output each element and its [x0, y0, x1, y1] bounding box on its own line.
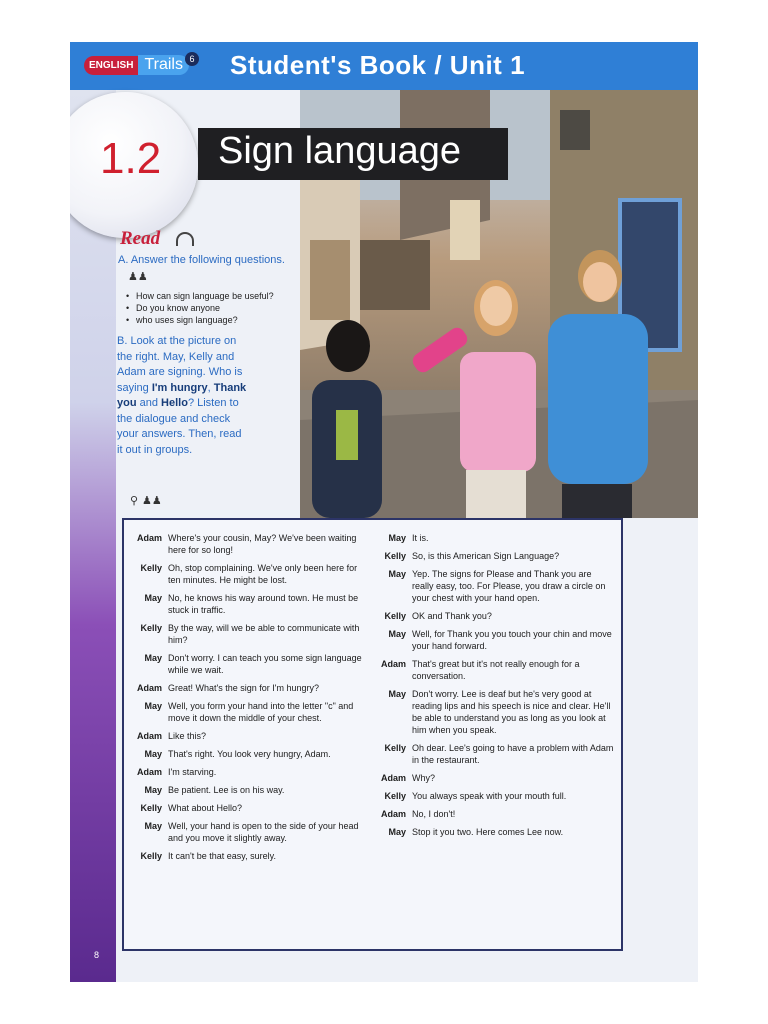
speaker-name: Kelly	[140, 623, 162, 633]
dialogue-column-right	[374, 532, 614, 844]
phrase-thank-you: Thank you	[117, 381, 247, 409]
dialogue-text: Be patient. Lee is on his way.	[168, 785, 285, 795]
phrase-hello: Hello	[161, 397, 188, 409]
dialogue-line	[374, 790, 614, 802]
dialogue-line	[130, 802, 366, 814]
speaker-name: May	[144, 653, 162, 663]
instruction-a: A. Answer the following questions.	[118, 254, 285, 266]
instruction-b-text: and	[136, 397, 162, 409]
speaker-name: May	[388, 569, 406, 579]
dialogue-line	[130, 730, 366, 742]
dialogue-text: Yep. The signs for Please and Thank you are really easy, too. For Please, you draw a circle on your chest with your hand open.	[412, 569, 606, 603]
speaker-name: May	[144, 749, 162, 759]
dialogue-text: Oh dear. Lee's going to have a problem with Adam in the restaurant.	[412, 743, 614, 765]
dialogue-text: That's right. You look very hungry, Adam.	[168, 749, 331, 759]
dialogue-line	[374, 610, 614, 622]
logo-trails: Trails	[138, 55, 189, 75]
speaker-name: Adam	[136, 533, 162, 543]
dialogue-text: Like this?	[168, 731, 207, 741]
dialogue-line	[374, 568, 614, 604]
dialogue-line	[130, 562, 366, 586]
dialogue-column-left	[130, 532, 366, 868]
dialogue-text: Well, for Thank you you touch your chin and move your hand forward.	[412, 629, 612, 651]
speaker-name: Kelly	[384, 743, 406, 753]
speaker-name: Kelly	[140, 803, 162, 813]
dialogue-text: It can't be that easy, surely.	[168, 851, 276, 861]
location-icon: ⚲	[130, 495, 139, 507]
speaker-name: Adam	[380, 773, 406, 783]
speaker-name: Adam	[136, 767, 162, 777]
person-may	[312, 320, 382, 518]
instruction-b-text: B. Look at the picture on the right. May, Kelly and Adam are signing. Who is saying	[117, 335, 243, 394]
speaker-name: May	[144, 701, 162, 711]
speaker-name: Kelly	[384, 551, 406, 561]
header-bar	[70, 42, 698, 90]
speaker-name: Adam	[380, 659, 406, 669]
instruction-b-text: ,	[207, 381, 214, 394]
dialogue-line	[130, 682, 366, 694]
phrase-hungry: I'm hungry	[151, 381, 208, 394]
textbook-page	[70, 42, 698, 982]
dialogue-text: You always speak with your mouth full.	[412, 791, 567, 801]
dialogue-text: Well, your hand is open to the side of your head and you move it slightly away.	[168, 821, 359, 843]
question-item: • How can sign language be useful?	[126, 290, 274, 302]
dialogue-text: Well, you form your hand into the letter "c" and move it down the middle of your chest.	[168, 701, 354, 723]
dialogue-box	[122, 518, 623, 951]
dialogue-line	[374, 808, 614, 820]
speaker-name: May	[388, 689, 406, 699]
dialogue-text: No, he knows his way around town. He must be stuck in traffic.	[168, 593, 359, 615]
dialogue-line	[130, 592, 366, 616]
speaker-name: May	[388, 827, 406, 837]
dialogue-line	[374, 628, 614, 652]
dialogue-line	[374, 826, 614, 838]
question-item: • Do you know anyone	[126, 302, 274, 314]
dialogue-line	[130, 748, 366, 760]
instruction-b-text: ? Listen to the dialogue and check your answers. Then, read it out in groups.	[117, 397, 242, 456]
dialogue-text: Where's your cousin, May? We've been waiting here for so long!	[168, 533, 357, 555]
dialogue-line	[130, 652, 366, 676]
header-title: Student's Book / Unit 1	[230, 50, 526, 80]
questions-list	[126, 290, 274, 326]
dialogue-line	[374, 658, 614, 682]
question-text: who uses sign language?	[136, 315, 238, 325]
brand-logo	[84, 54, 199, 76]
speaker-name: Kelly	[384, 791, 406, 801]
speaker-name: Kelly	[140, 563, 162, 573]
dialogue-line	[130, 532, 366, 556]
dialogue-line	[130, 622, 366, 646]
speaker-name: May	[388, 629, 406, 639]
dialogue-text: By the way, will we be able to communicate with him?	[168, 623, 360, 645]
speaker-name: May	[388, 533, 406, 543]
group-work-icon: ♟♟	[142, 495, 162, 507]
headset-icon	[176, 232, 194, 246]
page-number: 8	[94, 950, 100, 960]
dialogue-line	[374, 550, 614, 562]
dialogue-text: Oh, stop complaining. We've only been here for ten minutes. He might be lost.	[168, 563, 358, 585]
dialogue-text: No, I don't!	[412, 809, 456, 819]
dialogue-text: Don't worry. Lee is deaf but he's very good at reading lips and his speech is nice and clear. He'll be able to understand you as long as you look at him when you speak.	[412, 689, 611, 735]
dialogue-line	[130, 820, 366, 844]
pair-work-icon: ♟♟	[128, 271, 148, 283]
instruction-b	[117, 334, 247, 458]
dialogue-text: That's great but it's not really enough for a conversation.	[412, 659, 580, 681]
read-heading: Read	[120, 228, 161, 249]
dialogue-line	[130, 850, 366, 862]
dialogue-line	[130, 766, 366, 778]
lesson-number: 1.2	[100, 134, 162, 183]
dialogue-text: It is.	[412, 533, 429, 543]
question-item-continued	[126, 314, 274, 326]
dialogue-text: What about Hello?	[168, 803, 243, 813]
speaker-name: May	[144, 821, 162, 831]
dialogue-text: So, is this American Sign Language?	[412, 551, 560, 561]
dialogue-text: Great! What's the sign for I'm hungry?	[168, 683, 320, 693]
dialogue-text: Stop it you two. Here comes Lee now.	[412, 827, 564, 837]
speaker-name: Kelly	[384, 611, 406, 621]
speaker-name: May	[144, 785, 162, 795]
speaker-name: May	[144, 593, 162, 603]
dialogue-line	[130, 784, 366, 796]
dialogue-line	[374, 532, 614, 544]
speaker-name: Adam	[380, 809, 406, 819]
dialogue-text: Don't worry. I can teach you some sign language while we wait.	[168, 653, 362, 675]
dialogue-line	[130, 700, 366, 724]
speaker-name: Adam	[136, 683, 162, 693]
dialogue-line	[374, 772, 614, 784]
logo-english: ENGLISH	[84, 56, 138, 75]
dialogue-line	[374, 742, 614, 766]
dialogue-text: OK and Thank you?	[412, 611, 492, 621]
speaker-name: Adam	[136, 731, 162, 741]
dialogue-text: I'm starving.	[168, 767, 217, 777]
dialogue-line	[374, 688, 614, 736]
logo-level-badge: 6	[185, 52, 199, 66]
speaker-name: Kelly	[140, 851, 162, 861]
lesson-title: Sign language	[218, 130, 461, 172]
dialogue-text: Why?	[412, 773, 436, 783]
